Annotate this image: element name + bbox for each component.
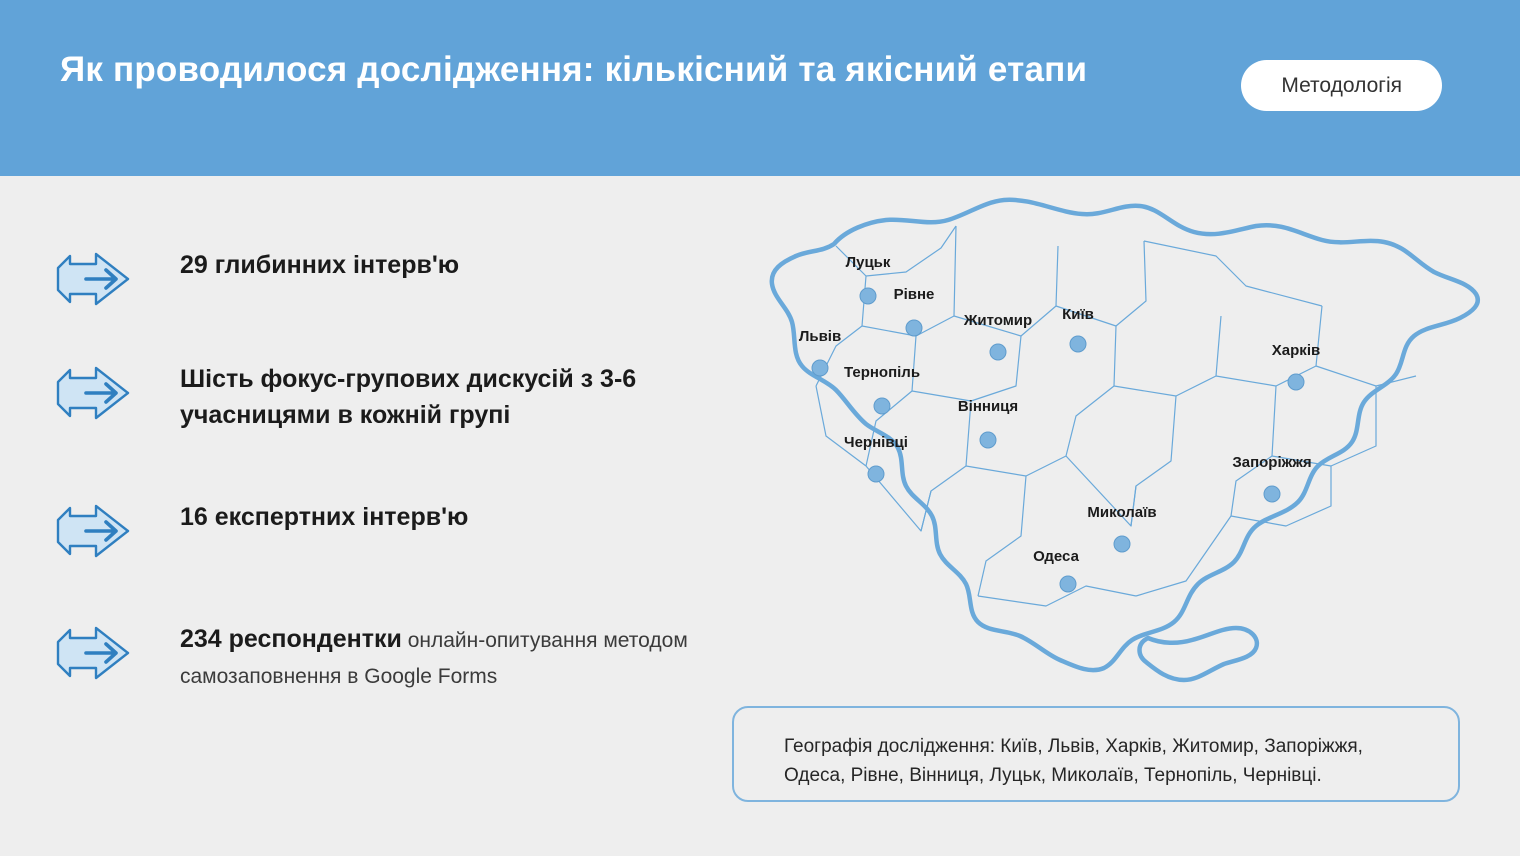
bullet-list: [0, 176, 740, 856]
city-marker: [990, 344, 1007, 361]
city-marker: [1070, 336, 1087, 353]
city-marker: [1264, 486, 1281, 503]
city-marker: [1288, 374, 1305, 391]
city-marker: [1060, 576, 1077, 593]
list-item-strong: 234 респондентки: [180, 625, 402, 653]
list-item-label: [180, 248, 700, 284]
city-label: Київ: [1062, 306, 1094, 323]
list-item-strong: 16 експертних інтерв'ю: [180, 503, 469, 531]
city-label: Запоріжжя: [1232, 454, 1312, 471]
header-bar: [0, 0, 1520, 176]
list-item-light: онлайн-опитування методом самозаповнення в Google Forms: [180, 629, 688, 688]
city-marker: [1114, 536, 1131, 553]
city-label: Житомир: [963, 312, 1033, 329]
arrow-right-icon: [56, 250, 134, 308]
city-label: Вінниця: [957, 398, 1019, 415]
list-item-label: [180, 622, 700, 693]
city-label: Рівне: [893, 286, 935, 303]
status-badge: Методологія: [1241, 60, 1442, 111]
city-marker: [906, 320, 923, 337]
list-item-strong: Шість фокус-групових дискусій з 3-6 учасницями в кожній групі: [180, 365, 637, 429]
ukraine-map-outline: [716, 186, 1496, 686]
list-item-strong: 29 глибинних інтерв'ю: [180, 251, 460, 279]
page-title: Як проводилося дослідження: кількісний та якісний етапи: [60, 50, 1088, 89]
city-marker: [860, 288, 877, 305]
ukraine-map: [716, 186, 1496, 686]
city-marker: [980, 432, 997, 449]
city-label: Тернопіль: [843, 364, 921, 381]
list-item-label: [180, 362, 700, 433]
city-label: Одеса: [1033, 548, 1079, 565]
footnote-text: Географія дослідження: Київ, Львів, Харків, Житомир, Запоріжжя, Одеса, Рівне, Вінниця, Луцьк, Миколаїв, Тернопіль, Чернівці.: [784, 736, 1363, 787]
city-label: Луцьк: [845, 254, 891, 271]
arrow-right-icon: [56, 502, 134, 560]
city-marker: [812, 360, 829, 377]
footnote-box: [732, 706, 1460, 802]
city-label: Чернівці: [844, 434, 908, 451]
city-label: Львів: [798, 328, 842, 345]
arrow-right-icon: [56, 364, 134, 422]
city-label: Харків: [1271, 342, 1321, 359]
arrow-right-icon: [56, 624, 134, 682]
city-marker: [874, 398, 891, 415]
list-item-label: [180, 500, 700, 536]
city-marker: [868, 466, 885, 483]
city-label: Миколаїв: [1087, 504, 1157, 521]
